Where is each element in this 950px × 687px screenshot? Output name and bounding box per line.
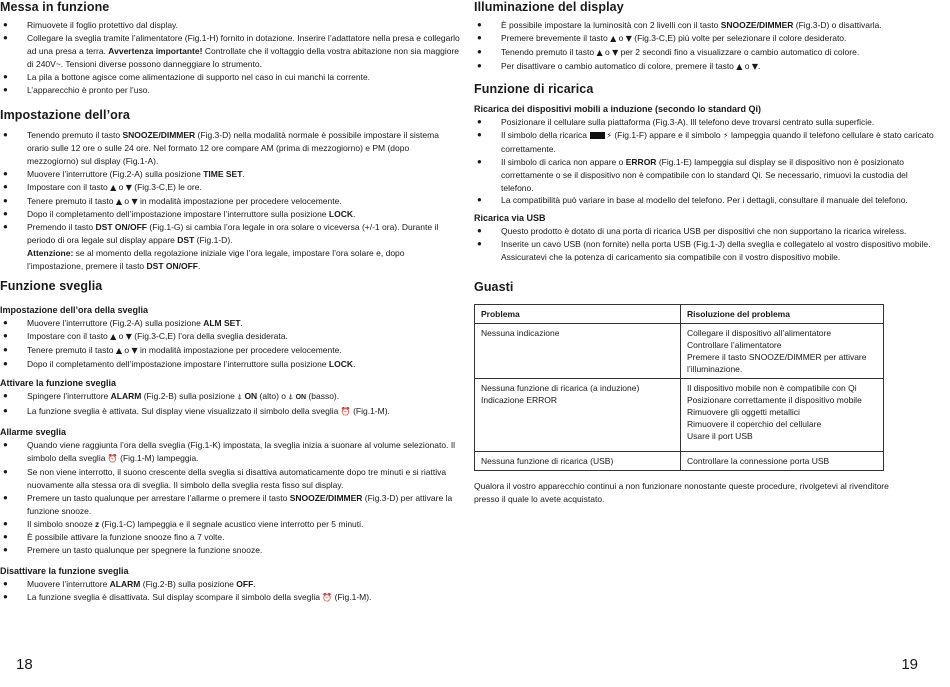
support-note: Qualora il vostro apparecchio continui a non funzionare nonostante queste procedure, rivolgetevi al rivenditore presso il quale lo avete acquistato. xyxy=(474,481,889,504)
up-arrow-icon: ▲ xyxy=(610,33,617,43)
battery-charging-icon xyxy=(590,132,605,139)
list-item: ● Dopo il completamento dell’impostazione impostare l’interruttore sulla posizione LOCK. xyxy=(0,208,462,221)
troubleshooting-table xyxy=(474,304,884,471)
down-arrow-icon: ▼ xyxy=(131,345,138,355)
heading-funzione-sveglia: Funzione sveglia xyxy=(0,279,103,293)
table-cell: Il dispositivo mobile non è compatibile con Qi Posizionare correttamente il dispositivo mobile Rimuovere gli oggetti metallici Rimuovere il coperchio del cellulare Usare il port USB xyxy=(681,379,884,452)
list-item: ● Inserite un cavo USB (non fornite) nella porta USB (Fig.1-J) della sveglia e collegatelo al vostro dispositivo mobile. Assicuratevi che la potenza di caricamento sia compatibile con il vostro dispositivo mobile. xyxy=(474,238,934,264)
alarm-bell-icon: ⏰ xyxy=(107,454,118,464)
section-impostazione-ora xyxy=(0,108,462,273)
page-left xyxy=(0,0,462,687)
list-item: ● Per disattivare o cambio automatico di colore, premere il tasto ▲ o ▼. xyxy=(474,60,934,74)
list-item: ● Premere un tasto qualunque per spegnere la funzione snooze. xyxy=(0,544,462,557)
down-arrow-icon: ▼ xyxy=(625,33,632,43)
list-item: ● Tenendo premuto il tasto ▲ o ▼ per 2 secondi fino a visualizzare o cambio automatico di colore. xyxy=(474,46,934,60)
list-item: ● Il simbolo della ricarica ⚡ (Fig.1-F) appare e il simbolo ⚡ lampeggia quando il telefono cellulare è stato caricato correttamente. xyxy=(474,129,934,156)
list-item: ● Impostare con il tasto ▲ o ▼ (Fig.3-C,E) le ore. xyxy=(0,181,462,195)
list-item: ● Premere brevemente il tasto ▲ o ▼ (Fig.3-C,E) più volte per selezionare il colore desiderato. xyxy=(474,32,934,46)
attention-note: Attenzione: se al momento della regolazione iniziale vige l’ora legale, impostare l’ora solare e, dopo l’impostazione, premere il tasto DST ON/OFF. xyxy=(27,248,405,272)
bolt-icon: ⚡ xyxy=(606,130,612,140)
snooze-icon: z xyxy=(95,518,100,529)
list-item: ● Tenere premuto il tasto ▲ o ▼ in modalità impostazione per procedere velocemente. xyxy=(0,195,462,209)
table-cell: Controllare la connessione porta USB xyxy=(681,452,884,471)
down-arrow-icon: ▼ xyxy=(131,196,138,206)
down-arrow-icon: ▼ xyxy=(125,331,132,341)
page-number-left: 18 xyxy=(16,656,33,673)
list-item: ● Dopo il completamento dell’impostazione impostare l’interruttore sulla posizione LOCK. xyxy=(0,358,462,371)
down-arrow-icon: ▼ xyxy=(751,61,759,71)
table-cell: Collegare il dispositivo all’alimentatore Controllare l’alimentatore Premere il tasto SNOOZE/DIMMER per attivare l’illuminazione. xyxy=(681,324,884,379)
list-item: ● È possibile impostare la luminosità con 2 livelli con il tasto SNOOZE/DIMMER (Fig.3-D) o disattivarla. xyxy=(474,19,934,32)
list-item: ● La compatibilità può variare in base al modello del telefono. Per i dettagli, consultare il manuale del telefono. xyxy=(474,194,934,207)
up-arrow-icon: ▲ xyxy=(115,196,122,206)
list-item: ● La pila a bottone agisce come alimentazione di supporto nel caso in cui manchi la corrente. xyxy=(0,71,462,84)
list-item: ● Il simbolo di carica non appare o ERROR (Fig.1-E) lampeggia sul display se il dispositivo non è posizionato correttamente o se il dispositivo non è compatibile con lo standard Qi. Se necessario, rimuovi la custodia del telefono. xyxy=(474,156,934,195)
alarm-high-icon: ⍋ xyxy=(237,391,243,401)
page-right xyxy=(474,0,934,687)
list-item: ● Impostare con il tasto ▲ o ▼ (Fig.3-C,E) l’ora della sveglia desiderata. xyxy=(0,330,462,344)
list-item: ● Quando viene raggiunta l’ora della sveglia (Fig.1-K) impostata, la sveglia inizia a suonare al volume selezionato. Il simbolo della sveglia ⏰ (Fig.1-M) lampeggia. xyxy=(0,439,462,466)
heading-messa-in-funzione: Messa in funzione xyxy=(0,0,110,14)
up-arrow-icon: ▲ xyxy=(115,345,122,355)
section-guasti xyxy=(474,280,934,506)
list-item: ● La funzione sveglia è disattivata. Sul display scompare il simbolo della sveglia ⏰ (Fig.1-M). xyxy=(0,591,462,605)
subheading-allarme-sveglia: Allarme sveglia xyxy=(0,427,67,438)
list-item: ● Collegare la sveglia tramite l’alimentatore (Fig.1-H) fornito in dotazione. Inserire l’adattatore nella presa e collegarlo ad una presa a terra. Avvertenza importante! Controllate che il voltaggio della vostra abitazione non sia maggiore di 240V~. Tensioni diverse possono danneggiare lo strumento. xyxy=(0,32,462,71)
heading-impostazione-ora: Impostazione dell’ora xyxy=(0,108,130,122)
list-item: ● Se non viene interrotto, il suono crescente della sveglia si disattiva automaticamente dopo tre minuti e si riattiva nuovamente alla stessa ora di sveglia. Il simbolo della sveglia resta fisso sul display. xyxy=(0,466,462,492)
heading-illuminazione: Illuminazione del display xyxy=(474,0,624,14)
alarm-bell-icon: ⏰ xyxy=(322,592,333,602)
table-cell: Nessuna indicazione xyxy=(475,324,681,379)
subheading-ricarica-induzione: Ricarica dei dispositivi mobili a induzione (secondo lo standard Qi) xyxy=(474,104,762,114)
table-row xyxy=(475,324,884,379)
subheading-ricarica-usb: Ricarica via USB xyxy=(474,213,546,224)
heading-ricarica: Funzione di ricarica xyxy=(474,82,594,96)
subheading-impostazione-sveglia: Impostazione dell’ora della sveglia xyxy=(0,305,149,315)
subheading-attivare-sveglia: Attivare la funzione sveglia xyxy=(0,377,117,388)
table-row xyxy=(475,379,884,452)
alarm-bell-icon: ⏰ xyxy=(340,406,351,416)
list-item: ● Tenere premuto il tasto ▲ o ▼ in modalità impostazione per procedere velocemente. xyxy=(0,344,462,358)
table-header: Problema xyxy=(475,305,681,324)
section-ricarica xyxy=(474,82,934,264)
list-item: ● È possibile attivare la funzione snooze fino a 7 volte. xyxy=(0,531,462,544)
heading-guasti: Guasti xyxy=(474,280,514,294)
list-item: ● Muovere l’interruttore (Fig.2-A) sulla posizione ALM SET. xyxy=(0,317,462,330)
list-item: ● Questo prodotto è dotato di una porta di ricarica USB per dispositivi che non supportano la ricarica wireless. xyxy=(474,225,934,238)
up-arrow-icon: ▲ xyxy=(736,61,743,71)
list-item: ● Posizionare il cellulare sulla piattaforma (Fig.3-A). Ill telefono deve trovarsi centrato sulla superficie. xyxy=(474,116,934,129)
list-item: ● Premendo il tasto DST ON/OFF (Fig.1-G) si cambia l’ora legale in ora solare o viceversa (+/-1 ora). Durante il periodo di ora legale sul display appare DST (Fig.1-D). xyxy=(0,221,462,247)
down-arrow-icon: ▼ xyxy=(125,182,132,192)
list-item: ● Premere un tasto qualunque per arrestare l’allarme o premere il tasto SNOOZE/DIMMER (Fig.3-D) per attivare la funzione snooze. xyxy=(0,492,462,518)
list-item: ● La funzione sveglia è attivata. Sul display viene visualizzato il simbolo della sveglia ⏰ (Fig.1-M). xyxy=(0,405,462,419)
up-arrow-icon: ▲ xyxy=(110,182,117,192)
section-messa-in-funzione xyxy=(0,0,462,96)
list-item: ● Muovere l’interruttore (Fig.2-A) sulla posizione TIME SET. xyxy=(0,168,462,181)
list-item: ● L’apparecchio è pronto per l’uso. xyxy=(0,84,462,97)
table-cell: Nessuna funzione di ricarica (a induzione) Indicazione ERROR xyxy=(475,379,681,452)
alarm-low-icon: ⍋ xyxy=(288,391,294,401)
subheading-disattivare-sveglia: Disattivare la funzione sveglia xyxy=(0,565,129,576)
list-item: ● Rimuovete il foglio protettivo dal display. xyxy=(0,19,462,32)
section-illuminazione xyxy=(474,0,934,74)
table-header: Risoluzione del problema xyxy=(681,305,884,324)
bolt-icon: ⚡ xyxy=(722,130,729,140)
page-number-right: 19 xyxy=(901,656,918,673)
table-row xyxy=(475,452,884,471)
up-arrow-icon: ▲ xyxy=(110,331,117,341)
list-item: ● Tenendo premuto il tasto SNOOZE/DIMMER (Fig.3-D) nella modalità normale è possibile impostare il sistema orario sulle 12 ore o sulle 24 ore. Nel formato 12 ore compare AM (prima di mezzogiorno) e PM (dopo mezzogiorno) sul display (Fig.1-A). xyxy=(0,129,462,168)
up-arrow-icon: ▲ xyxy=(596,47,603,57)
list-item: ● Muovere l’interruttore ALARM (Fig.2-B) sulla posizione OFF. xyxy=(0,578,462,591)
down-arrow-icon: ▼ xyxy=(612,47,619,57)
table-cell: Nessuna funzione di ricarica (USB) xyxy=(475,452,681,471)
list-item: ● Spingere l’interruttore ALARM (Fig.2-B) sulla posizione ⍋ ON (alto) o ⍋ ON (basso). xyxy=(0,390,462,405)
section-funzione-sveglia xyxy=(0,279,462,604)
list-item: ● Il simbolo snooze z (Fig.1-C) lampeggia e il segnale acustico viene interrotto per 5 minuti. xyxy=(0,518,462,531)
